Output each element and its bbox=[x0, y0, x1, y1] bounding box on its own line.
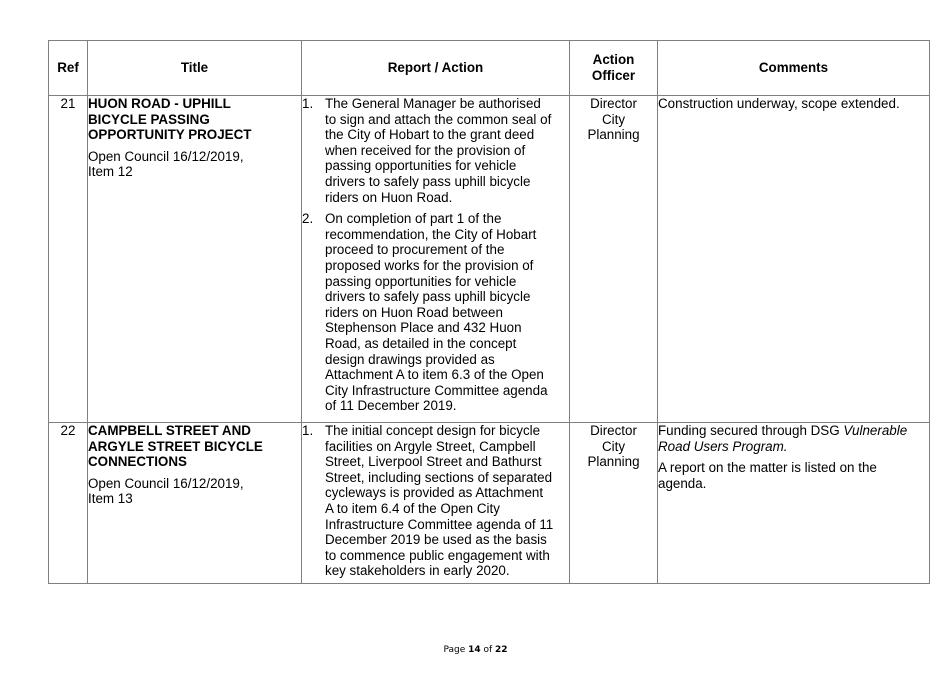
action-number: 1. bbox=[302, 96, 314, 111]
action-table bbox=[48, 40, 930, 584]
meta-line: Item 13 bbox=[88, 491, 133, 507]
action-line: to sign and attach the common seal of bbox=[325, 111, 552, 127]
action-line: drivers to safely pass uphill bicycle bbox=[325, 173, 531, 189]
header-comments: Comments bbox=[658, 41, 930, 96]
action-line: drivers to safely pass uphill bicycle bbox=[325, 289, 531, 305]
action-line: riders on Huon Road. bbox=[325, 189, 453, 205]
comment-text: A report on the matter is listed on the bbox=[658, 460, 877, 476]
header-report-action: Report / Action bbox=[302, 41, 570, 96]
action-line: when received for the provision of bbox=[325, 142, 526, 158]
title-line: BICYCLE PASSING bbox=[88, 111, 210, 127]
action-line: The General Manager be authorised bbox=[325, 96, 541, 111]
action-line: passing opportunities for vehicle bbox=[325, 158, 517, 174]
meta-line: Open Council 16/12/2019, bbox=[88, 148, 244, 164]
action-line: design drawings provided as bbox=[325, 351, 495, 367]
officer-line: City bbox=[601, 438, 626, 454]
comment-funding bbox=[658, 423, 929, 454]
row-action-officer bbox=[570, 96, 658, 423]
action-line: of 11 December 2019. bbox=[325, 398, 457, 414]
title-line: CAMPBELL STREET AND bbox=[88, 423, 251, 438]
header-action-officer-line2: Officer bbox=[591, 68, 636, 83]
row-ref: 22 bbox=[49, 423, 88, 584]
meta-line: Item 12 bbox=[88, 164, 133, 180]
page-label: Page bbox=[443, 645, 469, 655]
row-comments bbox=[658, 96, 930, 423]
action-line: Street, Liverpool Street and Bathurst bbox=[325, 454, 542, 470]
header-action-officer-line1: Action bbox=[592, 52, 635, 67]
action-line: riders on Huon Road between bbox=[325, 304, 503, 320]
action-item bbox=[302, 96, 569, 205]
action-line: Road, as detailed in the concept bbox=[325, 335, 517, 351]
action-line: A to item 6.4 of the Open City bbox=[325, 500, 500, 516]
officer-line: Director bbox=[590, 96, 637, 111]
action-line: proposed works for the provision of bbox=[325, 257, 534, 273]
action-line: recommendation, the City of Hobart bbox=[325, 226, 537, 242]
page-footer bbox=[0, 645, 951, 655]
officer-line: Director bbox=[590, 423, 637, 438]
action-text bbox=[325, 96, 569, 205]
page-of: of bbox=[480, 645, 496, 655]
action-line: passing opportunities for vehicle bbox=[325, 273, 517, 289]
comment-text: Funding secured through DSG bbox=[658, 423, 844, 438]
page-current: 14 bbox=[468, 645, 481, 655]
meta-line: Open Council 16/12/2019, bbox=[88, 475, 244, 491]
officer-line: City bbox=[601, 111, 626, 127]
action-line: City Infrastructure Committee agenda bbox=[325, 382, 548, 398]
row-report-action-cell bbox=[302, 96, 570, 423]
row-title-cell bbox=[88, 423, 302, 584]
table-row bbox=[49, 423, 930, 584]
action-line: to commence public engagement with bbox=[325, 547, 550, 563]
action-item bbox=[302, 423, 569, 579]
title-line: HUON ROAD - UPHILL bbox=[88, 96, 231, 111]
action-list bbox=[302, 423, 569, 579]
header-ref: Ref bbox=[49, 41, 88, 96]
table-header-row bbox=[49, 41, 930, 96]
action-line: facilities on Argyle Street, Campbell bbox=[325, 438, 536, 454]
row-report-action-cell bbox=[302, 423, 570, 584]
row-title bbox=[88, 423, 301, 470]
action-line: Stephenson Place and 432 Huon bbox=[325, 320, 522, 336]
header-title: Title bbox=[88, 41, 302, 96]
action-number: 2. bbox=[302, 211, 314, 227]
page-total: 22 bbox=[495, 645, 508, 655]
row-meeting-reference bbox=[88, 476, 301, 507]
row-title-cell bbox=[88, 96, 302, 423]
comment-text: Construction underway, scope extended. bbox=[658, 96, 900, 111]
action-number: 1. bbox=[302, 423, 314, 438]
program-name: Road Users Program. bbox=[658, 438, 788, 454]
action-line: cycleways is provided as Attachment bbox=[325, 485, 544, 501]
action-text bbox=[325, 423, 569, 579]
title-line: CONNECTIONS bbox=[88, 454, 187, 470]
table-row bbox=[49, 96, 930, 423]
action-text bbox=[325, 211, 569, 414]
title-line: OPPORTUNITY PROJECT bbox=[88, 127, 252, 143]
action-line: the City of Hobart to the grant deed bbox=[325, 127, 535, 143]
action-item bbox=[302, 211, 569, 414]
officer-line: Planning bbox=[587, 127, 640, 143]
action-line: Attachment A to item 6.3 of the Open bbox=[325, 367, 544, 383]
program-name: Vulnerable bbox=[843, 423, 908, 438]
action-list bbox=[302, 96, 569, 414]
header-action-officer bbox=[570, 41, 658, 96]
action-line: key stakeholders in early 2020. bbox=[325, 563, 510, 579]
row-meeting-reference bbox=[88, 149, 301, 180]
action-line: Street, including sections of separated bbox=[325, 469, 553, 485]
action-line: On completion of part 1 of the bbox=[325, 211, 502, 227]
comment-text: agenda. bbox=[658, 475, 707, 491]
action-line: Infrastructure Committee agenda of 11 bbox=[325, 516, 554, 532]
action-line: proceed to procurement of the bbox=[325, 242, 505, 258]
row-action-officer bbox=[570, 423, 658, 584]
row-ref: 21 bbox=[49, 96, 88, 423]
title-line: ARGYLE STREET BICYCLE bbox=[88, 438, 263, 454]
row-title bbox=[88, 96, 301, 143]
action-line: December 2019 be used as the basis bbox=[325, 532, 547, 548]
row-comments bbox=[658, 423, 930, 584]
officer-line: Planning bbox=[587, 454, 640, 470]
action-line: The initial concept design for bicycle bbox=[325, 423, 541, 438]
comment-report bbox=[658, 460, 929, 491]
